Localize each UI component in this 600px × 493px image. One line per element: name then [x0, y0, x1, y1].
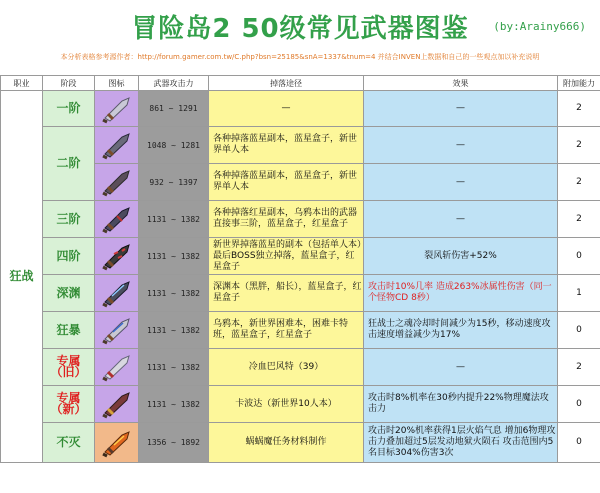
table-row [1, 386, 600, 423]
atk-cell: 1131 ~ 1382 [139, 386, 209, 423]
stage-cell: 一阶 [43, 91, 95, 127]
col-header-stage: 阶段 [43, 76, 95, 91]
stage-cell: 四阶 [43, 238, 95, 275]
atk-cell: 1131 ~ 1382 [139, 312, 209, 349]
bonus-cell: 0 [558, 423, 600, 463]
effect-cell: 攻击时20%机率获得1层火焰气息 增加6物理攻击力叠加超过5层发动地狱火陨石 攻击范围内5名目标304%伤害3次 [364, 423, 558, 463]
sword-icon [95, 238, 139, 275]
source-note: 本分析表格参考源作者：http://forum.gamer.com.tw/C.php?bsn=25185&snA=1337&tnum=4 并结合INVEN上数据和自己的一些观点加以补充说明 [60, 53, 540, 61]
sword-icon [95, 386, 139, 423]
stage-cell: 二阶 [43, 127, 95, 201]
sword-icon [95, 312, 139, 349]
col-header-atk: 武器攻击力 [139, 76, 209, 91]
sword-icon [95, 349, 139, 386]
sword-icon [95, 275, 139, 312]
sword-icon [95, 423, 139, 463]
bonus-cell: 2 [558, 127, 600, 164]
bonus-cell: 0 [558, 312, 600, 349]
col-header-bonus: 附加能力 [558, 76, 600, 91]
atk-cell: 1131 ~ 1382 [139, 349, 209, 386]
table-row [1, 91, 600, 127]
drop-cell: 乌鸦本，新世界困难本，困难卡特班，蓝星盒子，红星盒子 [209, 312, 364, 349]
table-row [1, 349, 600, 386]
table-row [1, 238, 600, 275]
drop-cell: 各种掉落红星副本，乌鸦本出的武器直接事三阶，蓝星盒子，红星盒子 [209, 201, 364, 238]
drop-cell: 蜗蜗魔任务材料制作 [209, 423, 364, 463]
bonus-cell: 2 [558, 164, 600, 201]
drop-cell: 新世界掉落蓝星的副本（包括单人本）最后BOSS独立掉落，蓝星盒子，红星盒子 [209, 238, 364, 275]
effect-cell: — [364, 127, 558, 164]
page-title: 冒险岛2 50级常见武器图鉴 [131, 14, 469, 44]
atk-cell: 1131 ~ 1382 [139, 238, 209, 275]
stage-cell: 不灭 [43, 423, 95, 463]
author-credit: (by:Arainy666) [493, 20, 586, 33]
sword-icon [95, 91, 139, 127]
stage-cell: 专属（旧） [43, 349, 95, 386]
drop-cell: 各种掉落蓝星副本，蓝星盒子，新世界单人本 [209, 164, 364, 201]
stage-cell: 专属（新） [43, 386, 95, 423]
bonus-cell: 2 [558, 91, 600, 127]
effect-cell: — [364, 164, 558, 201]
table-row [1, 423, 600, 463]
col-header-job: 职业 [1, 76, 43, 91]
col-header-icon: 图标 [95, 76, 139, 91]
table-row [1, 201, 600, 238]
drop-cell: 深渊本（黑胖，船长），蓝星盒子，红星盒子 [209, 275, 364, 312]
table-row [1, 127, 600, 164]
effect-cell: 裂风斩伤害+52% [364, 238, 558, 275]
stage-cell: 深渊 [43, 275, 95, 312]
table-row [1, 312, 600, 349]
atk-cell: 932 ~ 1397 [139, 164, 209, 201]
drop-cell: 冷血巴风特（39） [209, 349, 364, 386]
header [0, 0, 600, 74]
bonus-cell: 0 [558, 386, 600, 423]
effect-cell: 攻击时8%机率在30秒内提升22%物理魔法攻击力 [364, 386, 558, 423]
stage-cell: 狂暴 [43, 312, 95, 349]
atk-cell: 1131 ~ 1382 [139, 275, 209, 312]
stage-cell: 三阶 [43, 201, 95, 238]
bonus-cell: 0 [558, 238, 600, 275]
atk-cell: 1356 ~ 1892 [139, 423, 209, 463]
sword-icon [95, 164, 139, 201]
atk-cell: 1131 ~ 1382 [139, 201, 209, 238]
bonus-cell: 1 [558, 275, 600, 312]
table-header-row [1, 76, 600, 91]
sword-icon [95, 127, 139, 164]
job-cell: 狂战 [1, 91, 43, 463]
drop-cell: — [209, 91, 364, 127]
drop-cell: 各种掉落蓝星副本，蓝星盒子，新世界单人本 [209, 127, 364, 164]
effect-cell: 攻击时10%几率 造成263%冰属性伤害（同一个怪物CD 8秒） [364, 275, 558, 312]
effect-cell: — [364, 201, 558, 238]
bonus-cell: 2 [558, 201, 600, 238]
col-header-drop: 掉落途径 [209, 76, 364, 91]
bonus-cell: 2 [558, 349, 600, 386]
weapon-table [0, 75, 600, 463]
drop-cell: 卡波达（新世界10人本） [209, 386, 364, 423]
col-header-effect: 效果 [364, 76, 558, 91]
sword-icon [95, 201, 139, 238]
atk-cell: 861 ~ 1291 [139, 91, 209, 127]
effect-cell: 狂战士之魂冷却时间减少为15秒，移动速度攻击速度增益减少为17% [364, 312, 558, 349]
effect-cell: — [364, 349, 558, 386]
effect-cell: — [364, 91, 558, 127]
atk-cell: 1048 ~ 1281 [139, 127, 209, 164]
table-row [1, 275, 600, 312]
